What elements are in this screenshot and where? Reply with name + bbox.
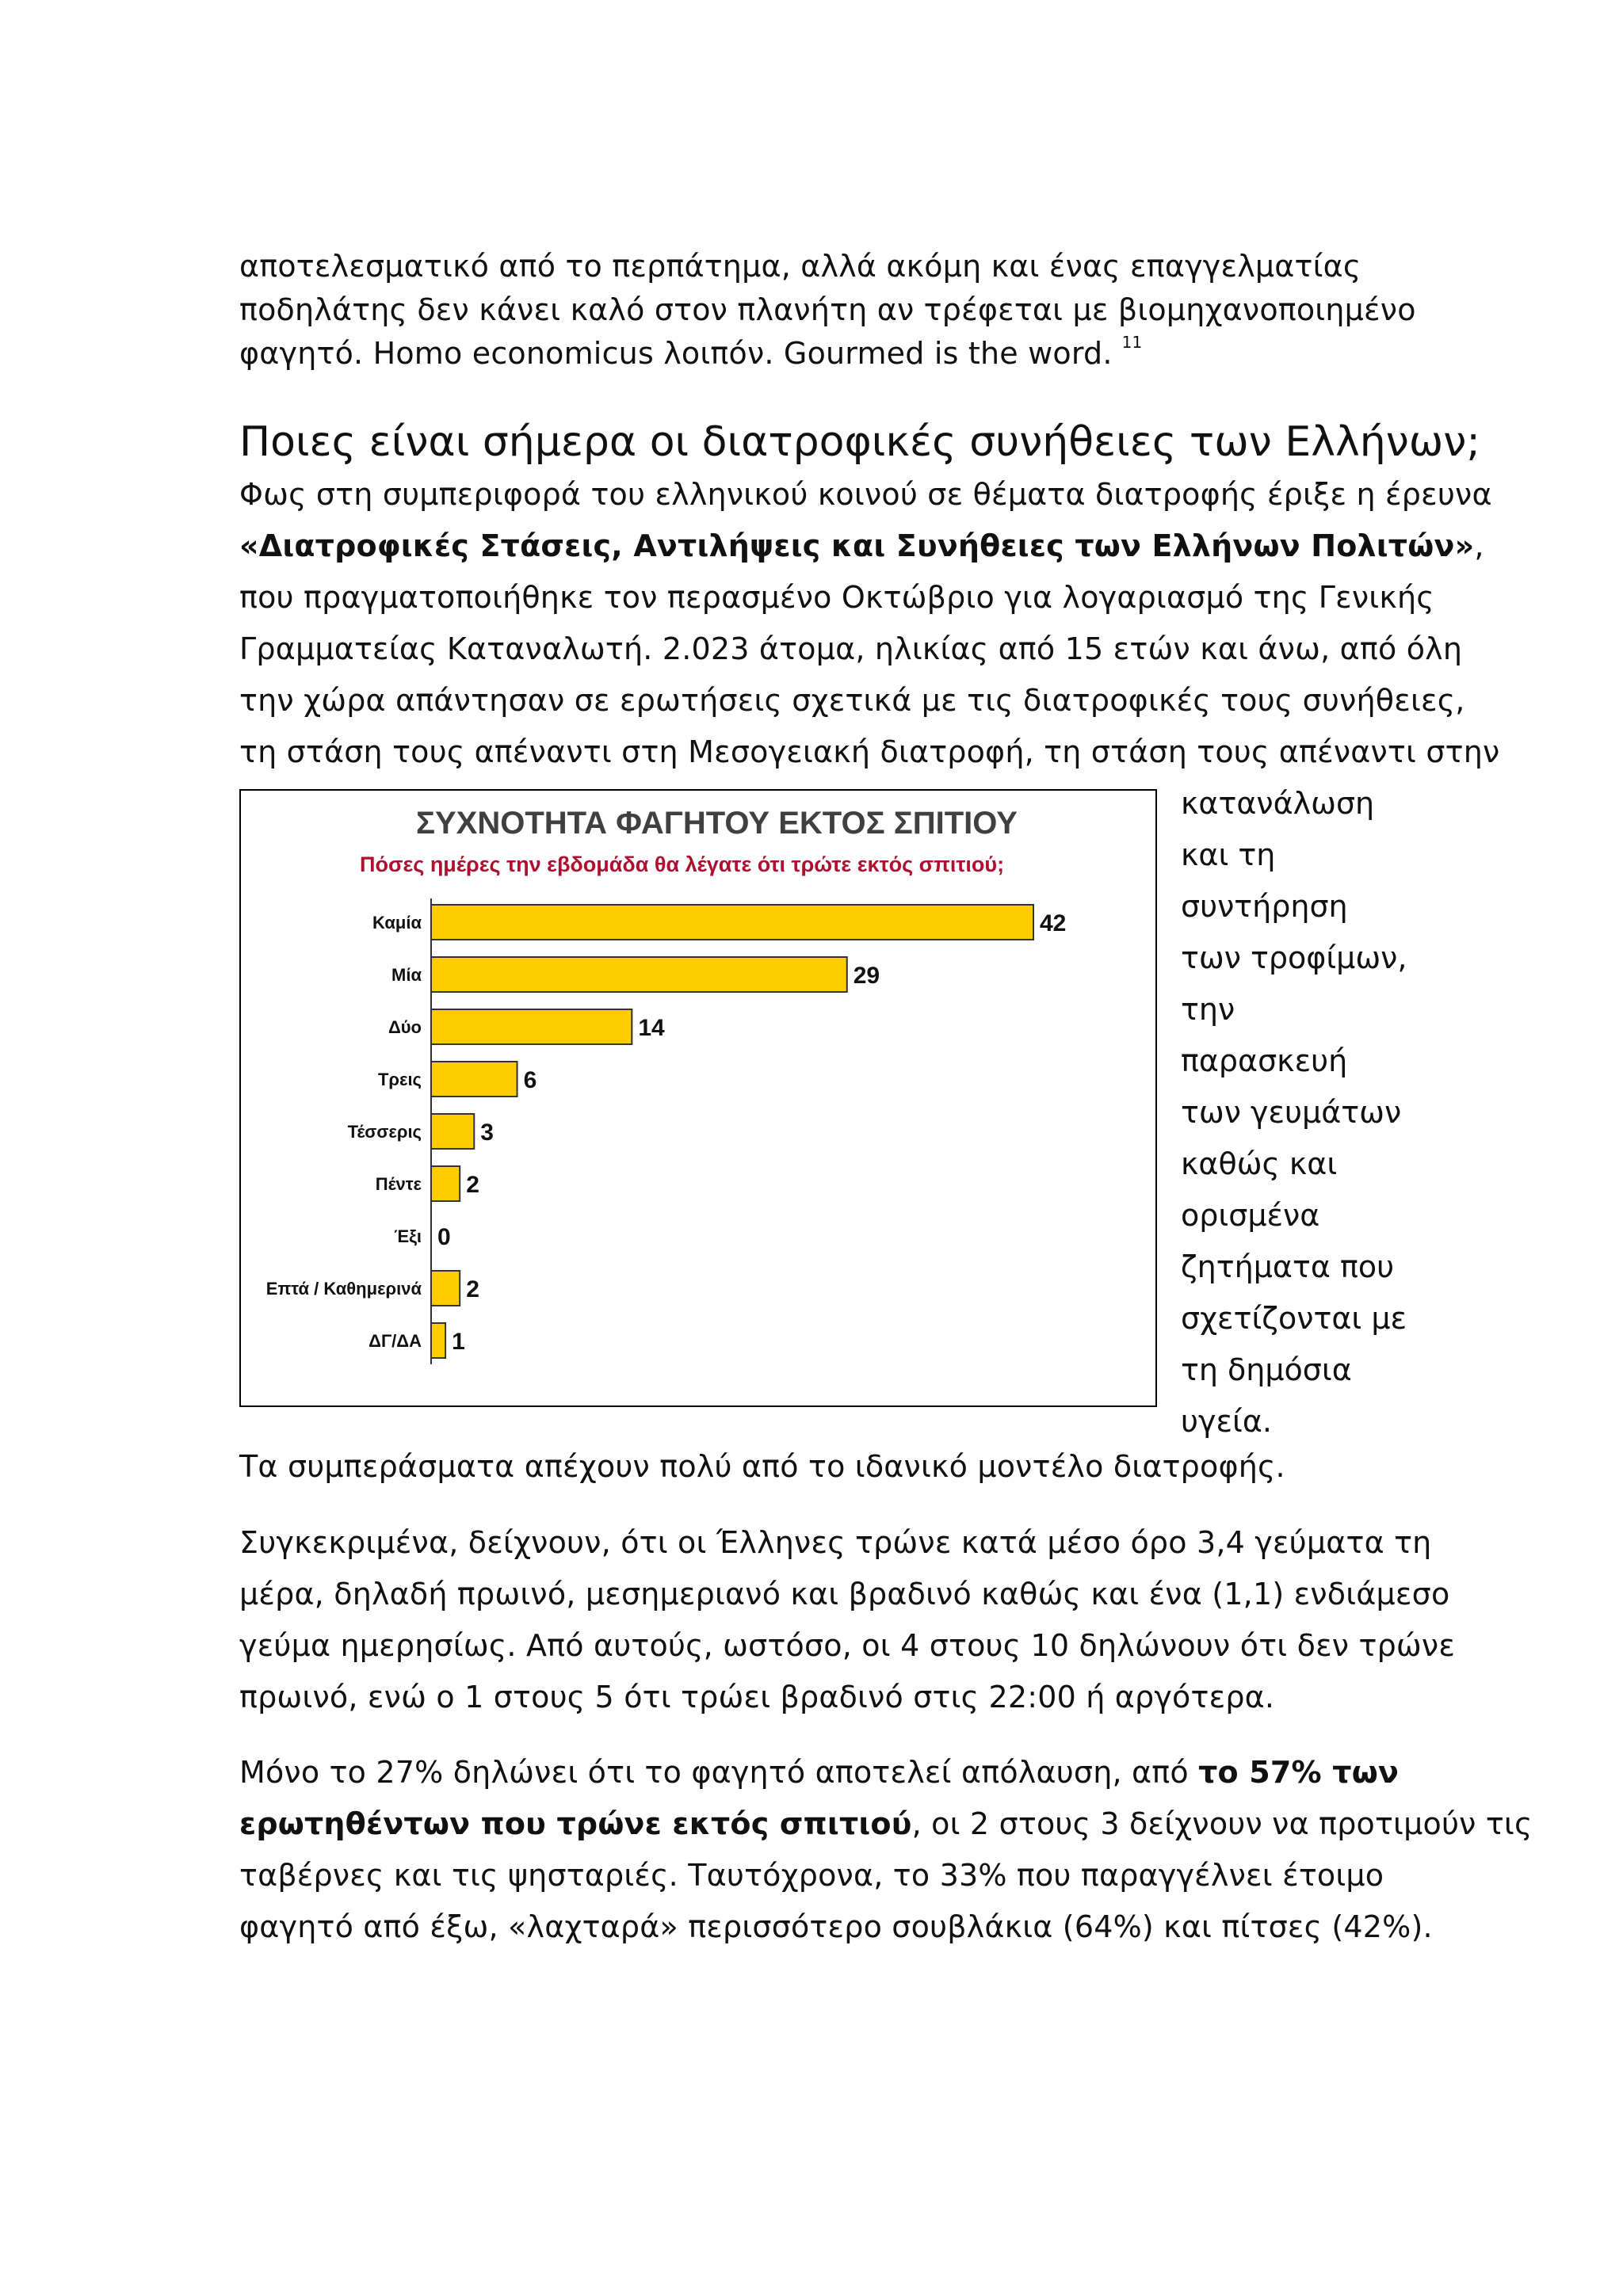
value-label: 1 — [452, 1329, 465, 1355]
survey-line-2 — [239, 527, 1484, 565]
meals-line-4: πρωινό, ενώ ο 1 στους 5 ότι τρώει βραδινό στις 22:00 ή αργότερα. — [239, 1680, 1275, 1714]
bar-chart — [241, 791, 1159, 1409]
pleasure-line-2-bold: ερωτηθέντων που τρώνε εκτός σπιτιού — [239, 1806, 912, 1841]
wrap-word: παρασκευή — [1181, 1043, 1348, 1078]
footnote-marker[interactable]: 11 — [1121, 333, 1143, 352]
category-label: Τρεις — [377, 1070, 422, 1089]
value-label: 6 — [523, 1067, 537, 1093]
survey-line-5: την χώρα απάντησαν σε ερωτήσεις σχετικά με τις διατροφικές τους συνήθειες, — [239, 683, 1465, 718]
survey-line-1: Φως στη συμπεριφορά του ελληνικού κοινού σε θέματα διατροφής έριξε η έρευνα — [239, 477, 1492, 512]
bar — [431, 1009, 632, 1044]
value-label: 29 — [853, 963, 880, 989]
category-label: Πέντε — [375, 1174, 422, 1194]
pleasure-line-1-bold: το 57% των — [1198, 1755, 1400, 1790]
category-label: Καμία — [372, 913, 422, 933]
category-label: Έξι — [394, 1226, 422, 1246]
wrap-word: υγεία. — [1181, 1404, 1273, 1439]
category-label: Τέσσερις — [347, 1122, 422, 1142]
pleasure-line-4: φαγητό από έξω, «λαχταρά» περισσότερο σουβλάκια (64%) και πίτσες (42%). — [239, 1909, 1433, 1944]
survey-line-4: Γραμματείας Καταναλωτή. 2.023 άτομα, ηλικίας από 15 ετών και άνω, από όλη — [239, 631, 1463, 666]
intro-line-3 — [239, 334, 1142, 377]
wrap-word: των γευμάτων — [1181, 1095, 1402, 1130]
section-heading: Ποιες είναι σήμερα οι διατροφικές συνήθειες των Ελλήνων; — [239, 418, 1480, 466]
bar — [431, 1114, 474, 1149]
pleasure-line-2 — [239, 1805, 1532, 1843]
category-label: Δύο — [388, 1017, 422, 1037]
survey-title-bold: «Διατροφικές Στάσεις, Αντιλήψεις και Συνήθειες των Ελλήνων Πολιτών» — [239, 528, 1475, 563]
category-label: ΔΓ/ΔΑ — [369, 1331, 422, 1351]
meals-line-3: γεύμα ημερησίως. Από αυτούς, ωστόσο, οι 4 στους 10 δηλώνουν ότι δεν τρώνε — [239, 1628, 1456, 1663]
bar — [431, 1166, 460, 1201]
wrap-word: σχετίζονται με — [1181, 1301, 1407, 1336]
survey-line-2-rest: , — [1474, 528, 1484, 563]
wrap-word: ορισμένα — [1181, 1198, 1320, 1233]
pleasure-line-1 — [239, 1753, 1399, 1791]
meals-line-1: Συγκεκριμένα, δείχνουν, ότι οι Έλληνες τρώνε κατά μέσο όρο 3,4 γεύματα τη — [239, 1525, 1432, 1560]
chart-frame — [239, 789, 1157, 1407]
wrap-word: και τη — [1181, 837, 1276, 872]
value-label: 14 — [638, 1015, 665, 1041]
wrap-word: τη δημόσια — [1181, 1352, 1352, 1387]
chart-title: ΣΥΧΝΟΤΗΤΑ ΦΑΓΗΤΟΥ ΕΚΤΟΣ ΣΠΙΤΙΟΥ — [416, 806, 1018, 841]
bar — [431, 1323, 445, 1358]
wrap-word: συντήρηση — [1181, 889, 1348, 924]
chart-subtitle: Πόσες ημέρες την εβδομάδα θα λέγατε ότι τρώτε εκτός σπιτιού; — [360, 852, 1005, 876]
wrap-word: την — [1181, 992, 1235, 1027]
wrap-word: κατανάλωση — [1181, 786, 1375, 821]
category-label: Επτά / Καθημερινά — [265, 1279, 422, 1299]
value-label: 2 — [466, 1276, 479, 1302]
survey-line-3: που πραγματοποιήθηκε τον περασμένο Οκτώβριο για λογαριασμό της Γενικής — [239, 580, 1434, 615]
pleasure-line-1-text: Μόνο το 27% δηλώνει ότι το φαγητό αποτελεί απόλαυση, από — [239, 1755, 1199, 1790]
category-label: Μία — [391, 965, 422, 985]
wrap-word: καθώς και — [1181, 1146, 1338, 1181]
intro-line-1: αποτελεσματικό από το περπάτημα, αλλά ακόμη και ένας επαγγελματίας — [239, 249, 1361, 284]
value-label: 42 — [1040, 910, 1067, 936]
bar — [431, 1062, 517, 1097]
value-label: 3 — [480, 1119, 494, 1146]
intro-line-3-text: φαγητό. Homo economicus λοιπόν. Gourmed is the word. — [239, 336, 1113, 371]
survey-closing-line: Τα συμπεράσματα απέχουν πολύ από το ιδανικό μοντέλο διατροφής. — [239, 1449, 1285, 1484]
intro-line-2: ποδηλάτης δεν κάνει καλό στον πλανήτη αν τρέφεται με βιομηχανοποιημένο — [239, 292, 1416, 327]
bar — [431, 957, 847, 992]
survey-line-6: τη στάση τους απέναντι στη Μεσογειακή διατροφή, τη στάση τους απέναντι στην — [239, 734, 1500, 769]
pleasure-line-3: ταβέρνες και τις ψησταριές. Ταυτόχρονα, το 33% που παραγγέλνει έτοιμο — [239, 1858, 1384, 1893]
value-label: 0 — [437, 1224, 451, 1250]
wrap-word: ζητήματα που — [1181, 1249, 1395, 1284]
value-label: 2 — [466, 1172, 479, 1198]
meals-line-2: μέρα, δηλαδή πρωινό, μεσημεριανό και βραδινό καθώς και ένα (1,1) ενδιάμεσο — [239, 1577, 1450, 1611]
bar — [431, 905, 1033, 940]
bar — [431, 1271, 460, 1306]
wrap-word: των τροφίμων, — [1181, 940, 1407, 975]
pleasure-line-2-rest: , οι 2 στους 3 δείχνουν να προτιμούν τις — [911, 1806, 1533, 1841]
